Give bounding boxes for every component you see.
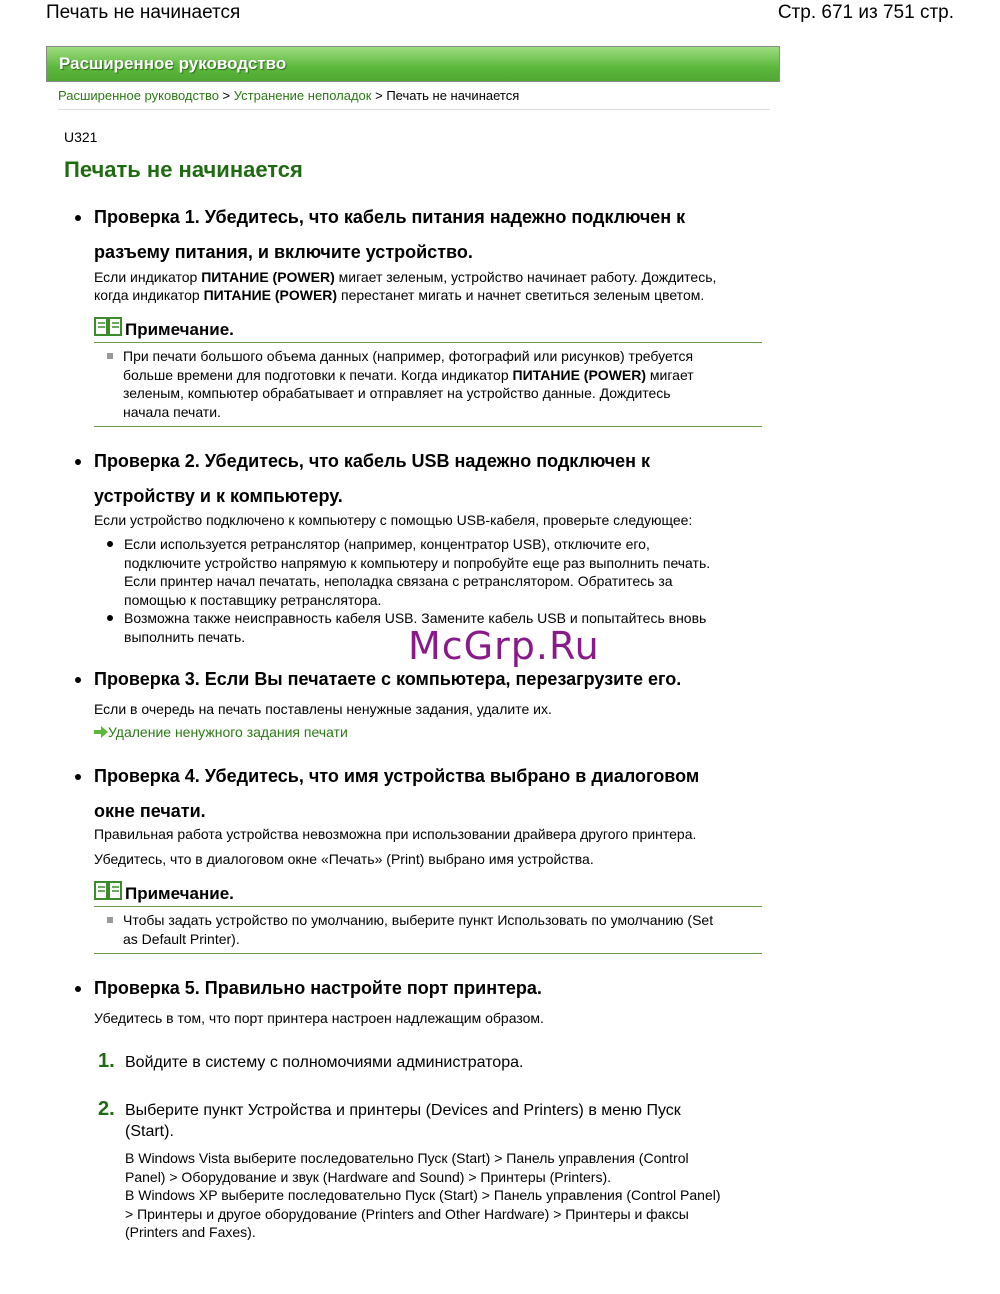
check4-text: Убедитесь, что в диалоговом окне «Печать» (Print) выбрано имя устройства.: [94, 851, 594, 867]
check4-text: Правильная работа устройства невозможна при использовании драйвера другого принтера.: [94, 826, 697, 842]
note-divider: [94, 953, 762, 954]
delete-job-link[interactable]: Удаление ненужного задания печати: [94, 724, 348, 740]
breadcrumb-separator: >: [218, 88, 234, 103]
note-box: [94, 880, 762, 956]
step-number: 2.: [98, 1098, 115, 1120]
bullet-icon: [75, 774, 81, 780]
note-divider: [94, 906, 762, 907]
breadcrumb-link-advanced-guide[interactable]: Расширенное руководство: [58, 88, 219, 103]
bullet-icon: [75, 677, 81, 683]
check5-heading: Проверка 5. Правильно настройте порт принтера.: [94, 978, 542, 998]
square-bullet-icon: [107, 917, 113, 923]
page-code: U321: [64, 129, 98, 145]
check2-text: Если устройство подключено к компьютеру с помощью USB-кабеля, проверьте следующее:: [94, 512, 693, 528]
page-counter: Стр. 671 из 751 стр.: [777, 2, 954, 23]
note-heading: Примечание.: [125, 320, 234, 339]
note-heading: Примечание.: [125, 884, 234, 903]
book-icon: [94, 880, 122, 902]
breadcrumb-divider: [58, 109, 770, 110]
page-title: Печать не начинается: [64, 157, 303, 182]
bullet-icon: [75, 215, 81, 221]
bullet-icon: [107, 541, 113, 547]
check3-heading: Проверка 3. Если Вы печатаете с компьютера, перезагрузите его.: [94, 669, 682, 689]
check4-heading: Проверка 4. Убедитесь, что имя устройства выбрано в диалоговом окне печати.: [94, 766, 700, 821]
manual-banner: [46, 46, 780, 82]
note-divider: [94, 426, 762, 427]
document-title: Печать не начинается: [46, 2, 241, 23]
check2-heading: Проверка 2. Убедитесь, что кабель USB надежно подключен к устройству и к компьютеру.: [94, 451, 650, 506]
arrow-right-icon: [94, 726, 108, 738]
bullet-icon: [75, 459, 81, 465]
book-icon: [94, 316, 122, 338]
breadcrumb-link-troubleshooting[interactable]: Устранение неполадок: [233, 88, 372, 103]
breadcrumb-separator: >: [371, 88, 387, 103]
check1-text: Если индикатор ПИТАНИЕ (POWER) мигает зеленым, устройство начинает работу. Дождитесь, когда индикатор ПИТАНИЕ (POWER) перестанет мигать и начнет светиться зеленым цветом.: [94, 269, 717, 303]
bullet-icon: [107, 615, 113, 621]
check1-heading: Проверка 1. Убедитесь, что кабель питания надежно подключен к разъему питания, и включите устройство.: [94, 207, 686, 262]
check5-text: Убедитесь в том, что порт принтера настроен надлежащим образом.: [94, 1010, 544, 1026]
note-text: Чтобы задать устройство по умолчанию, выберите пункт Использовать по умолчанию (Set as Default Printer).: [123, 912, 714, 947]
note-box: [94, 316, 762, 428]
square-bullet-icon: [107, 353, 113, 359]
step-text: Выберите пункт Устройства и принтеры (Devices and Printers) в меню Пуск (Start).: [125, 1102, 681, 1140]
check3-text: Если в очередь на печать поставлены ненужные задания, удалите их.: [94, 701, 552, 717]
breadcrumb: [58, 88, 519, 103]
check2-item: Если используется ретранслятор (например, концентратор USB), отключите его, подключите устройство напрямую к компьютеру и попробуйте еще раз выполнить печать. Если принтер начал печатать, неполадка связана с ретранслятором. Обратитесь за помощью к поставщику ретранслятора.: [124, 536, 711, 608]
check2-item: Возможна также неисправность кабеля USB. Замените кабель USB и попытайтесь вновь выполнить печать.: [124, 610, 707, 645]
step-text: Войдите в систему с полномочиями администратора.: [125, 1054, 524, 1071]
note-divider: [94, 342, 762, 343]
banner-label: Расширенное руководство: [59, 54, 287, 73]
watermark: McGrp.Ru: [408, 624, 600, 668]
note-text: При печати большого объема данных (например, фотографий или рисунков) требуется больше времени для подготовки к печати. Когда индикатор ПИТАНИЕ (POWER) мигает зеленым, компьютер обрабатывает и отправляет на устройство данные. Дождитесь начала печати.: [123, 348, 694, 420]
step-number: 1.: [98, 1050, 115, 1072]
step-details: В Windows Vista выберите последовательно Пуск (Start) > Панель управления (Control Panel) > Оборудование и звук (Hardware and Sound) > Принтеры (Printers). В Windows XP выберите последовательно Пуск (Start) > Панель управления (Control Panel) > Принтеры и другое оборудование (Printers and Other Hardware) > Принтеры и факсы (Printers and Faxes).: [125, 1150, 721, 1240]
breadcrumb-current: Печать не начинается: [386, 88, 520, 103]
bullet-icon: [75, 986, 81, 992]
